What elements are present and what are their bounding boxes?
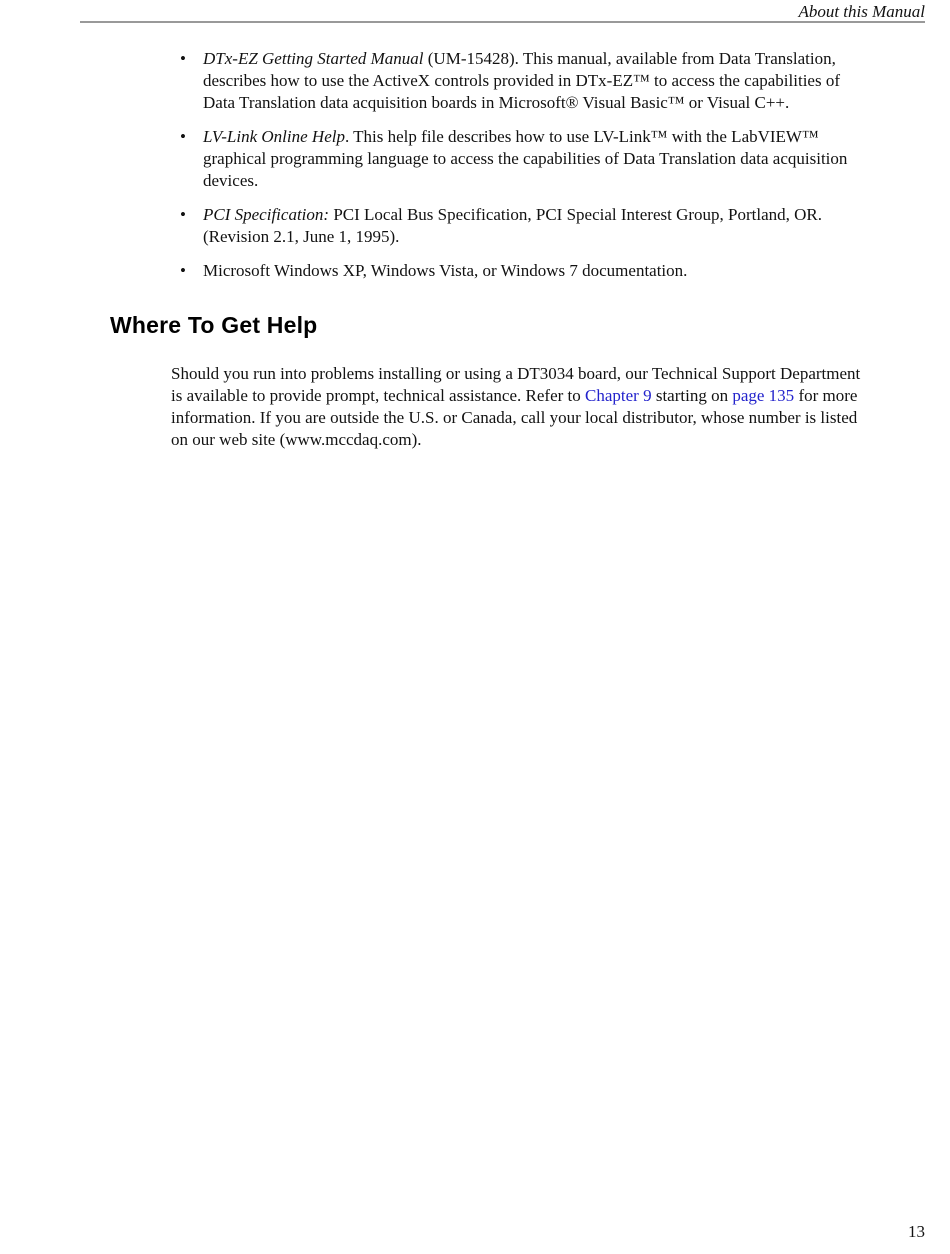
bullet-icon: • (180, 261, 186, 280)
paragraph-text: starting on (651, 386, 733, 405)
header-rule (80, 21, 925, 23)
list-item (180, 260, 872, 282)
header-title: About this Manual (798, 2, 925, 21)
list-item (180, 204, 872, 248)
bullet-item-text: (UM-15428). This manual, available from Data Translation, describes how to use the ActiveX controls provided in DTx-EZ™ to access the capabilities of Data Translation data acquisition boards in Microsoft® Visual Basic™ or Visual C++. (203, 49, 840, 112)
section-heading: Where To Get Help (110, 312, 318, 338)
bullet-item-text: Microsoft Windows XP, Windows Vista, or Windows 7 documentation. (203, 261, 688, 280)
page-number: 13 (908, 1222, 925, 1241)
paragraph-text: for more information. If you are outside the U.S. or Canada, call your local distributor, whose number is listed on our web site (www.mccdaq.com). (171, 386, 858, 449)
bullet-item-text: . This help file describes how to use LV-Link™ with the LabVIEW™ graphical programming language to access the capabilities of Data Translation data acquisition devices. (203, 127, 848, 190)
bullet-item-lead: PCI Specification: (203, 205, 330, 224)
bullet-item-lead: DTx-EZ Getting Started Manual (203, 49, 424, 68)
page-135-link[interactable]: page 135 (732, 386, 795, 405)
bullet-item-text: PCI Local Bus Specification, PCI Special Interest Group, Portland, OR. (Revision 2.1, June 1, 1995). (203, 205, 822, 246)
bullet-icon: • (180, 49, 186, 68)
bullet-icon: • (180, 127, 186, 146)
bullet-icon: • (180, 205, 186, 224)
chapter-9-link[interactable]: Chapter 9 (585, 386, 652, 405)
bullet-item-lead: LV-Link Online Help (203, 127, 345, 146)
paragraph-text: Should you run into problems installing or using a DT3034 board, our Technical Support Department is available to provide prompt, technical assistance. Refer to (171, 364, 861, 405)
bullet-list (180, 48, 872, 294)
body-paragraph (171, 363, 871, 451)
list-item (180, 48, 872, 114)
list-item (180, 126, 872, 192)
